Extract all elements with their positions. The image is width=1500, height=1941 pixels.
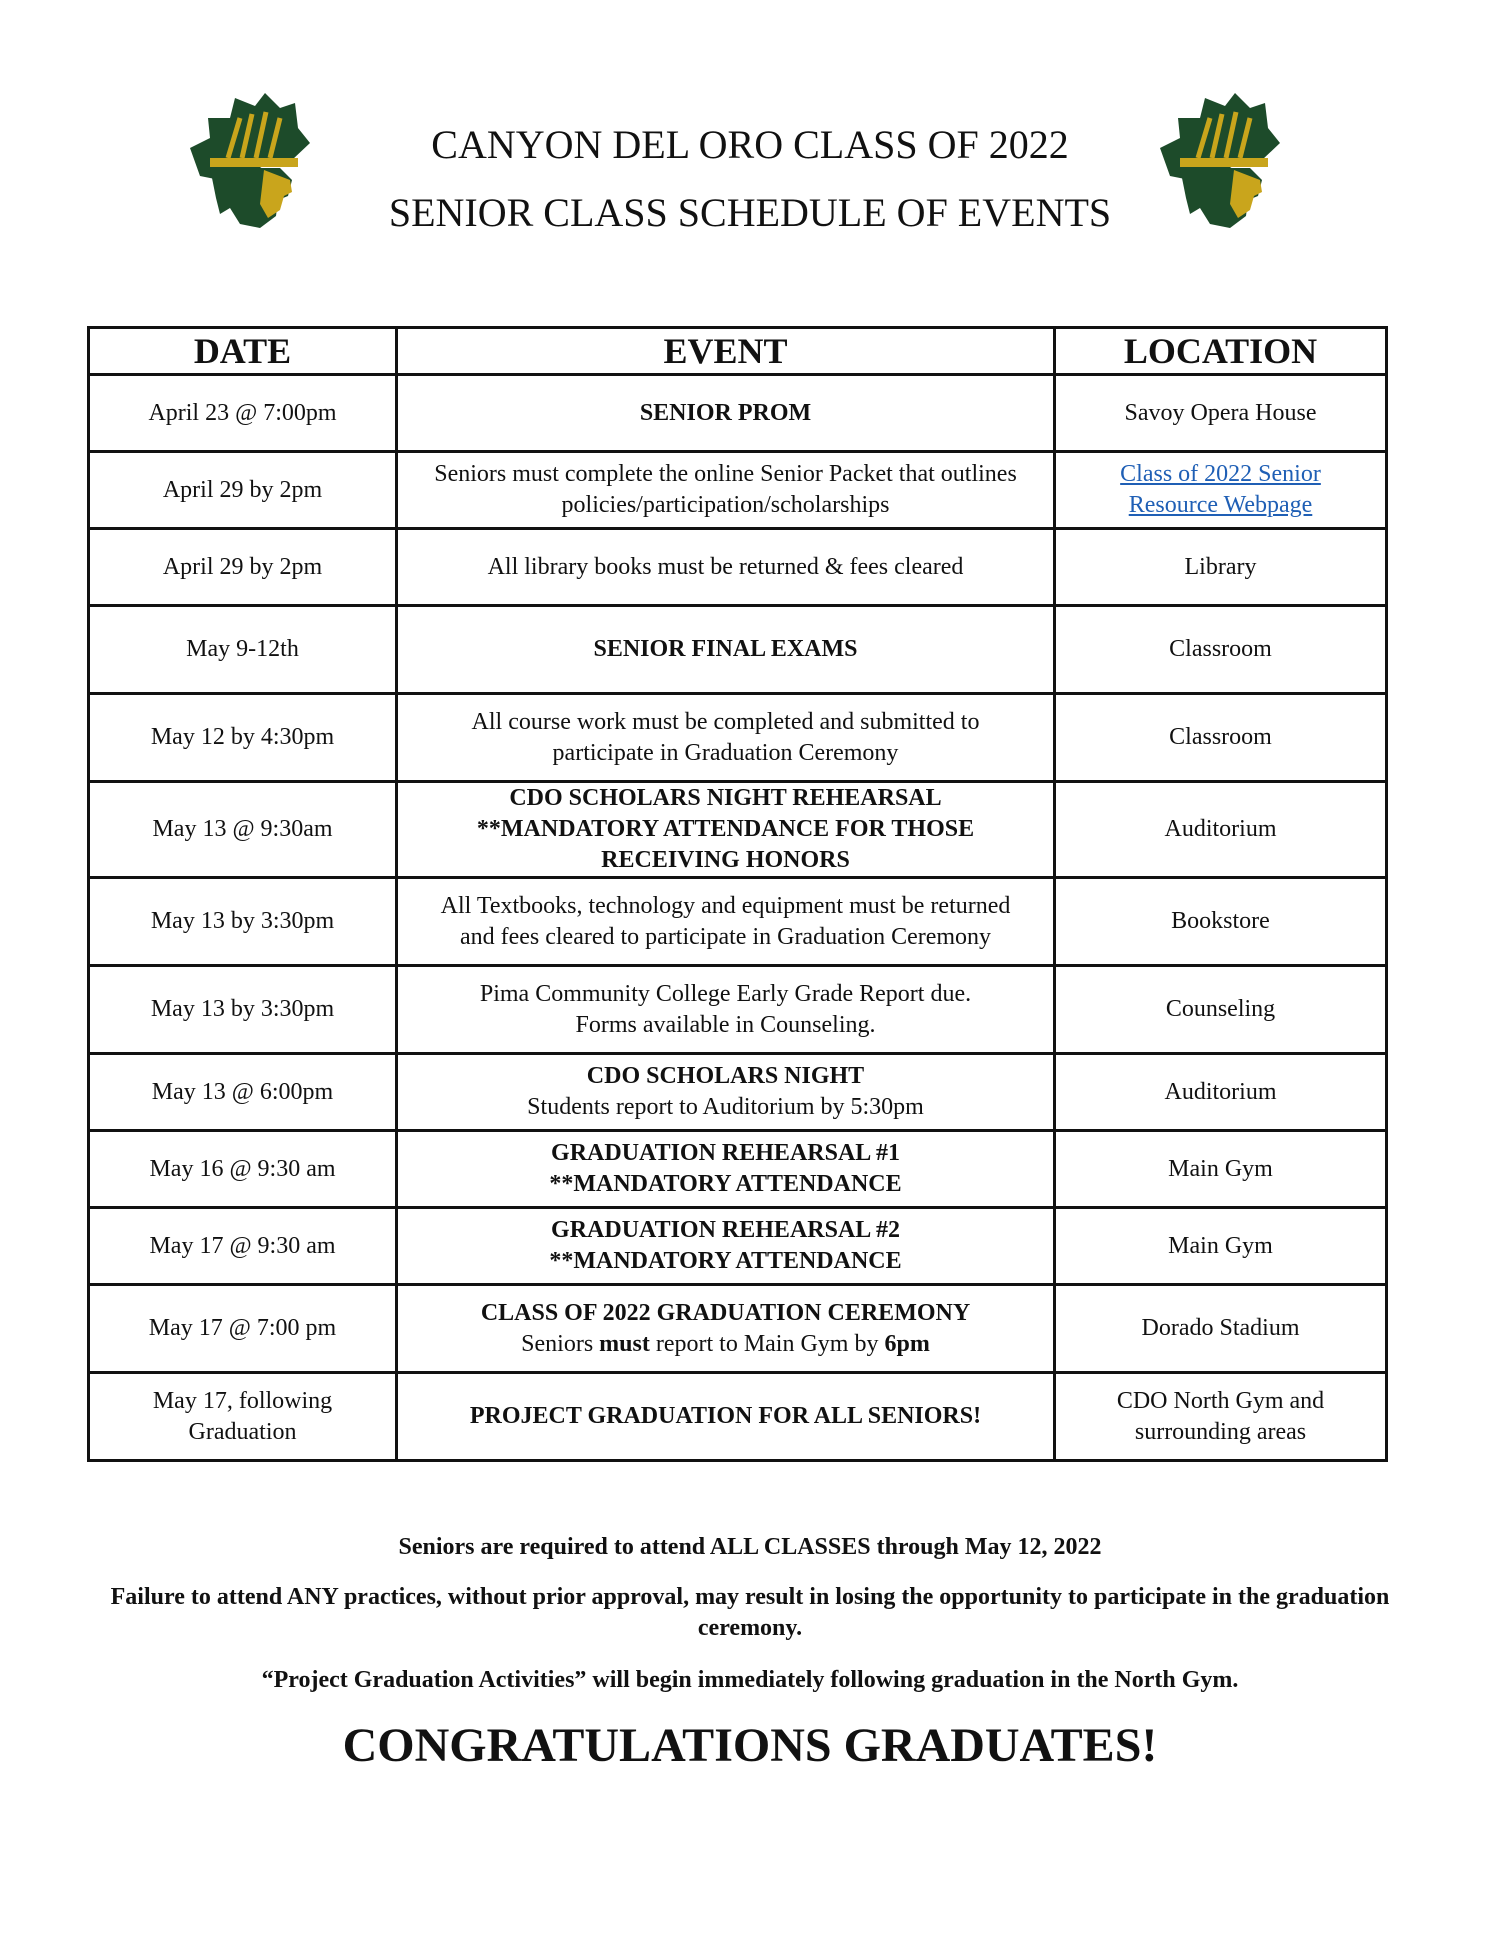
- location-cell: [1055, 1208, 1387, 1285]
- link-text[interactable]: Class of 2022 Senior: [1120, 461, 1321, 487]
- table-row: [89, 782, 1387, 878]
- event-subtext-part: Seniors: [521, 1330, 600, 1357]
- location-text: Library: [1184, 553, 1257, 580]
- table-row: [89, 452, 1387, 529]
- date-text: April 29 by 2pm: [162, 476, 323, 503]
- date-text: May 13 by 3:30pm: [150, 996, 335, 1022]
- event-text: Seniors must complete the online Senior Packet that outlines: [434, 461, 1017, 487]
- column-header-event: EVENT: [397, 328, 1055, 375]
- event-text: All library books must be returned & fees cleared: [487, 553, 964, 580]
- location-cell: [1055, 1054, 1387, 1131]
- location-text: Savoy Opera House: [1124, 399, 1317, 426]
- date-cell: [89, 694, 397, 782]
- event-cell: [397, 1285, 1055, 1373]
- table-header-row: [89, 328, 1387, 375]
- location-cell: [1055, 878, 1387, 966]
- table-row: [89, 1054, 1387, 1131]
- event-text: policies/participation/scholarships: [561, 492, 890, 518]
- location-text: Classroom: [1169, 724, 1272, 750]
- table-row: [89, 966, 1387, 1054]
- event-text: CDO SCHOLARS NIGHT REHEARSAL: [509, 785, 942, 811]
- location-text: Auditorium: [1164, 816, 1277, 842]
- event-text: SENIOR FINAL EXAMS: [593, 636, 858, 662]
- date-text: May 13 by 3:30pm: [150, 908, 335, 934]
- event-text: SENIOR PROM: [639, 399, 812, 426]
- event-cell: [397, 452, 1055, 529]
- event-text: Forms available in Counseling.: [575, 1011, 876, 1038]
- event-cell: [397, 694, 1055, 782]
- event-text: All course work must be completed and submitted to: [471, 708, 980, 735]
- column-header-location: LOCATION: [1055, 328, 1387, 375]
- congratulations-banner: CONGRATULATIONS GRADUATES!: [342, 1719, 1158, 1772]
- location-text: Auditorium: [1164, 1078, 1277, 1105]
- event-text: participate in Graduation Ceremony: [552, 739, 899, 766]
- link-text[interactable]: Resource Webpage: [1128, 492, 1313, 518]
- schedule-table-body: [89, 375, 1387, 1461]
- location-cell: [1055, 375, 1387, 452]
- date-cell: [89, 966, 397, 1054]
- attendance-note: Seniors are required to attend ALL CLASSES through May 12, 2022: [398, 1534, 1102, 1560]
- event-text: **MANDATORY ATTENDANCE: [549, 1171, 902, 1197]
- date-text: April 29 by 2pm: [162, 553, 323, 580]
- location-cell: [1055, 1285, 1387, 1373]
- event-subtext-part: report to Main Gym by: [649, 1330, 885, 1357]
- location-text: surrounding areas: [1134, 1418, 1307, 1445]
- location-text: Main Gym: [1168, 1232, 1273, 1259]
- date-text: May 17, following: [152, 1387, 333, 1414]
- event-text: GRADUATION REHEARSAL #1: [551, 1140, 900, 1166]
- table-row: [89, 606, 1387, 694]
- date-cell: [89, 1131, 397, 1208]
- date-cell: [89, 529, 397, 606]
- event-title: CDO SCHOLARS NIGHT: [586, 1063, 865, 1089]
- event-text: GRADUATION REHEARSAL #2: [551, 1217, 900, 1243]
- date-cell: [89, 782, 397, 878]
- location-cell: [1055, 966, 1387, 1054]
- event-text: RECEIVING HONORS: [601, 847, 850, 873]
- event-text: Pima Community College Early Grade Report due.: [479, 980, 972, 1007]
- date-text: May 17 @ 7:00 pm: [148, 1315, 337, 1341]
- location-cell: [1055, 529, 1387, 606]
- location-text: Classroom: [1169, 636, 1272, 662]
- page-subtitle: SENIOR CLASS SCHEDULE OF EVENTS: [388, 190, 1112, 235]
- date-text: May 9-12th: [186, 636, 299, 662]
- date-cell: [89, 452, 397, 529]
- event-text: **MANDATORY ATTENDANCE: [549, 1248, 902, 1274]
- event-cell: [397, 529, 1055, 606]
- event-text: All Textbooks, technology and equipment must be returned: [440, 892, 1011, 919]
- column-header-date: DATE: [89, 328, 397, 375]
- location-cell: [1055, 606, 1387, 694]
- event-cell: [397, 375, 1055, 452]
- location-cell: [1055, 452, 1387, 529]
- date-cell: [89, 1285, 397, 1373]
- location-text: Counseling: [1165, 996, 1276, 1022]
- event-cell: [397, 966, 1055, 1054]
- event-subtext-part: must: [599, 1330, 650, 1357]
- table-row: [89, 1208, 1387, 1285]
- event-subtext: [406, 1329, 1045, 1360]
- location-text: Dorado Stadium: [1141, 1315, 1300, 1341]
- location-cell: [1055, 694, 1387, 782]
- date-cell: [89, 375, 397, 452]
- event-subtext: Students report to Auditorium by 5:30pm: [527, 1094, 924, 1120]
- project-graduation-note: “Project Graduation Activities” will begin immediately following graduation in the North Gym.: [261, 1667, 1239, 1693]
- date-cell: [89, 1208, 397, 1285]
- event-text: PROJECT GRADUATION FOR ALL SENIORS!: [469, 1403, 982, 1429]
- date-cell: [89, 1054, 397, 1131]
- event-cell: [397, 606, 1055, 694]
- event-cell: [397, 1054, 1055, 1131]
- event-cell: [397, 1131, 1055, 1208]
- senior-resource-webpage-link[interactable]: [1064, 459, 1377, 521]
- location-text: CDO North Gym and: [1116, 1387, 1325, 1414]
- event-title: CLASS OF 2022 GRADUATION CEREMONY: [480, 1299, 971, 1326]
- date-cell: [89, 1373, 397, 1461]
- location-text: Main Gym: [1168, 1155, 1273, 1182]
- date-cell: [89, 878, 397, 966]
- date-text: May 12 by 4:30pm: [150, 724, 335, 750]
- date-text: May 13 @ 9:30am: [152, 816, 333, 842]
- event-cell: [397, 1373, 1055, 1461]
- date-text: Graduation: [188, 1418, 297, 1445]
- location-cell: [1055, 1373, 1387, 1461]
- date-text: April 23 @ 7:00pm: [148, 399, 337, 426]
- table-row: [89, 694, 1387, 782]
- date-text: May 13 @ 6:00pm: [151, 1078, 334, 1105]
- page-title: CANYON DEL ORO CLASS OF 2022: [431, 122, 1069, 167]
- table-row: [89, 1131, 1387, 1208]
- table-row: [89, 375, 1387, 452]
- location-text: Bookstore: [1171, 908, 1270, 934]
- schedule-table: [87, 326, 1388, 1462]
- event-cell: [397, 878, 1055, 966]
- event-cell: [397, 1208, 1055, 1285]
- date-text: May 16 @ 9:30 am: [149, 1155, 336, 1182]
- practice-warning-note: Failure to attend ANY practices, without prior approval, may result in losing the opportunity to participate in the graduation ceremony.: [110, 1584, 1390, 1641]
- event-cell: [397, 782, 1055, 878]
- table-row: [89, 878, 1387, 966]
- event-text: **MANDATORY ATTENDANCE FOR THOSE: [476, 816, 975, 842]
- date-cell: [89, 606, 397, 694]
- table-row: [89, 529, 1387, 606]
- date-text: May 17 @ 9:30 am: [149, 1232, 336, 1259]
- table-row: [89, 1373, 1387, 1461]
- table-row: [89, 1285, 1387, 1373]
- event-subtext-part: 6pm: [884, 1330, 930, 1357]
- location-cell: [1055, 782, 1387, 878]
- location-cell: [1055, 1131, 1387, 1208]
- event-text: and fees cleared to participate in Graduation Ceremony: [459, 923, 992, 950]
